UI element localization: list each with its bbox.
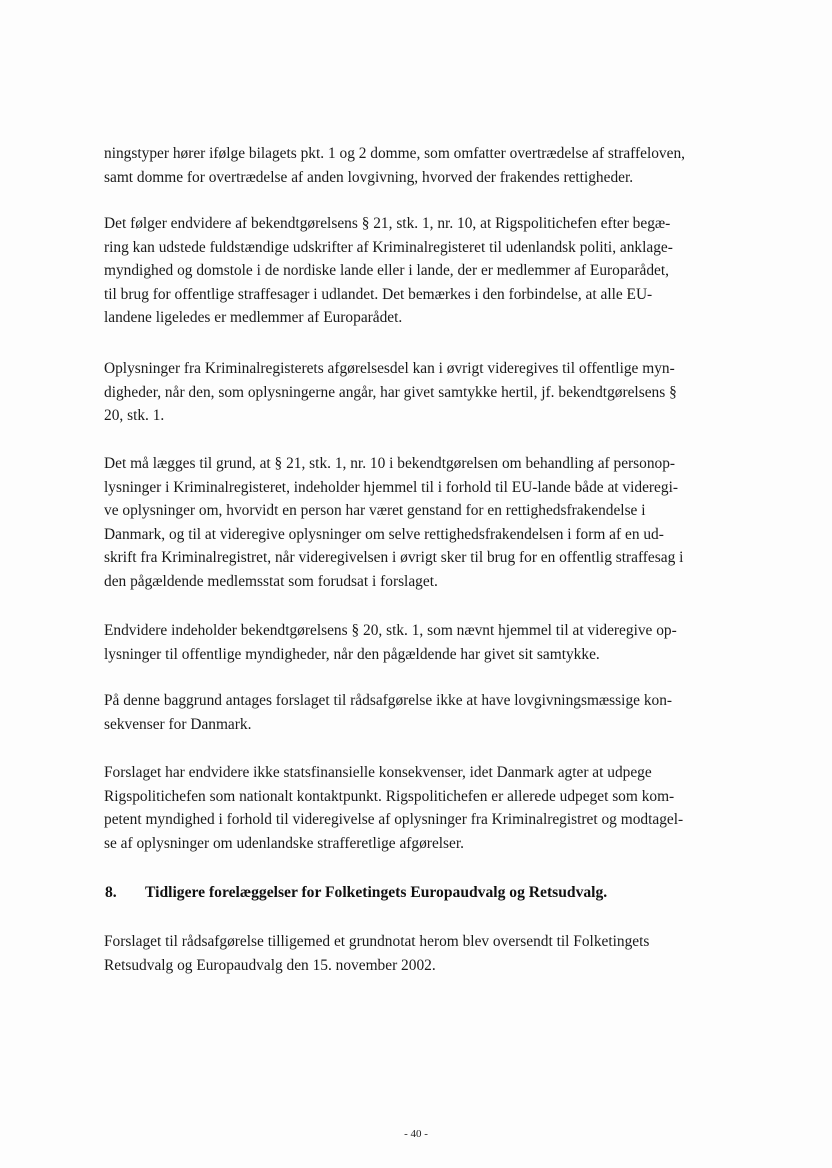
- paragraph-line: Retsudvalg og Europaudvalg den 15. november 2002.: [104, 956, 436, 974]
- paragraph-line: sekvenser for Danmark.: [104, 715, 252, 733]
- paragraph-line: til brug for offentlige straffesager i udlandet. Det bemærkes i den forbindelse, at alle EU-: [104, 285, 653, 303]
- paragraph-line: Forslaget har endvidere ikke statsfinansielle konsekvenser, idet Danmark agter at udpege: [104, 764, 652, 781]
- paragraph-line: lysninger til offentlige myndigheder, når den pågældende har givet sit samtykke.: [104, 645, 600, 663]
- paragraph-line: lysninger i Kriminalregisteret, indeholder hjemmel til i forhold til EU-lande både at videregi-: [104, 478, 678, 496]
- paragraph-line: 20, stk. 1.: [104, 407, 165, 424]
- paragraph-line: Det må lægges til grund, at § 21, stk. 1, nr. 10 i bekendtgørelsen om behandling af personop-: [104, 455, 676, 472]
- paragraph-line: På denne baggrund antages forslaget til rådsafgørelse ikke at have lovgivningsmæssige kon-: [104, 692, 673, 709]
- paragraph-line: Rigspolitichefen som nationalt kontaktpunkt. Rigspolitichefen er allerede udpeget som kom-: [104, 787, 675, 805]
- section-number: 8.: [105, 884, 117, 901]
- paragraph-line: Endvidere indeholder bekendtgørelsens § 20, stk. 1, som nævnt hjemmel til at videregive op-: [104, 622, 677, 639]
- paragraph-line: skrift fra Kriminalregistret, når videregivelsen i øvrigt sker til brug for en offentlig straffesag i: [104, 549, 684, 566]
- paragraph-3: [104, 357, 744, 428]
- paragraph-7: [104, 761, 744, 855]
- paragraph-line: digheder, når den, som oplysningerne angår, har givet samtykke hertil, jf. bekendtgørelsens §: [104, 383, 677, 401]
- paragraph-2: [104, 212, 744, 330]
- paragraph-line: Forslaget til rådsafgørelse tilligemed et grundnotat herom blev oversendt til Folketingets: [104, 933, 650, 950]
- paragraph-4: [104, 452, 744, 593]
- paragraph-line: Danmark, og til at videregive oplysninger om selve rettighedsfrakendelsen i form af en ud-: [104, 525, 664, 543]
- paragraph-6: [104, 689, 744, 736]
- paragraph-line: myndighed og domstole i de nordiske lande eller i lande, der er medlemmer af Europarådet,: [104, 262, 669, 279]
- final-paragraph: [104, 930, 744, 977]
- paragraph-line: den pågældende medlemsstat som forudsat i forslaget.: [104, 572, 438, 590]
- paragraph-line: ve oplysninger om, hvorvidt en person har været genstand for en rettighedsfrakendelse i: [104, 502, 646, 519]
- paragraph-line: se af oplysninger om udenlandske strafferetlige afgørelser.: [104, 834, 464, 852]
- paragraph-line: Oplysninger fra Kriminalregisterets afgørelsesdel kan i øvrigt videregives til offentlige myn-: [104, 360, 675, 377]
- paragraph-line: samt domme for overtrædelse af anden lovgivning, hvorved der frakendes rettigheder.: [104, 168, 634, 186]
- paragraph-5: [104, 619, 744, 666]
- paragraph-line: ningstyper hører ifølge bilagets pkt. 1 og 2 domme, som omfatter overtrædelse af straffeloven,: [104, 145, 685, 162]
- section-heading: [105, 884, 745, 902]
- paragraph-line: petent myndighed i forhold til videregivelse af oplysninger fra Kriminalregistret og modtagel-: [104, 811, 684, 828]
- paragraph-1: [104, 142, 744, 189]
- paragraph-line: ring kan udstede fuldstændige udskrifter af Kriminalregisteret til udenlandsk politi, anklage-: [104, 238, 673, 256]
- paragraph-line: landene ligeledes er medlemmer af Europarådet.: [104, 309, 403, 326]
- section-title: Tidligere forelæggelser for Folketingets Europaudvalg og Retsudvalg.: [145, 884, 608, 901]
- page-number: - 40 -: [404, 1128, 428, 1140]
- paragraph-line: Det følger endvidere af bekendtgørelsens § 21, stk. 1, nr. 10, at Rigspolitichefen efter begæ-: [104, 215, 671, 232]
